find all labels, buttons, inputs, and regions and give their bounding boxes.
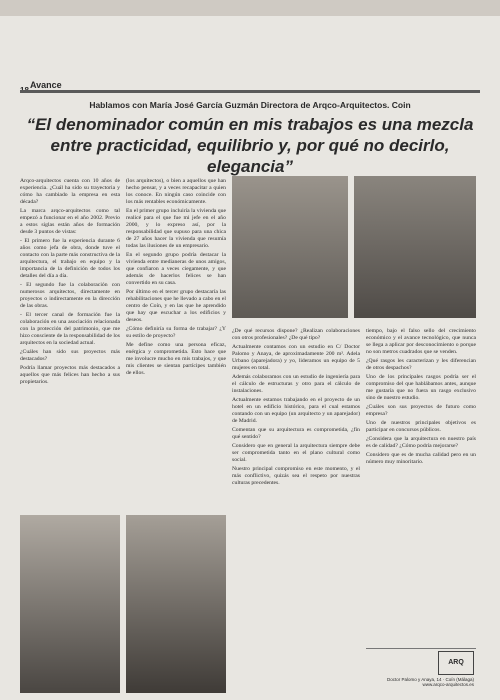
article-subtitle: Hablamos con María José García Guzmán Directora de Arqco-Arquitectos. Coin <box>89 100 411 110</box>
paragraph: ¿Considera que la arquitectura en nuestro país es de calidad? ¿Cómo podría mejorarse? <box>366 436 476 449</box>
company-ad <box>366 648 476 693</box>
paragraph: La marca arqco-arquitectos como tal empezó a funcionar en el año 2002. Previo a estos siglas están años de formación desde 3 puntos de vistas: <box>20 208 120 235</box>
paragraph: Uno de nuestros principales objetivos es participar en concursos públicos. <box>366 420 476 433</box>
paragraph: Uno de los principales rasgos podría ser el compromiso del que hablábamos antes, aunque me gustaría que no fuera un rasgo exclusivo sino de nuestro estudio. <box>366 374 476 401</box>
header-rule <box>20 90 480 93</box>
paragraph: Considero que es de mucha calidad pero en un número muy minoritario. <box>366 452 476 465</box>
paragraph: Arqco-arquitectos cuenta con 10 años de experiencia. ¿Cuál ha sido su trayectoria y cómo ha cambiado la empresa en esta década? <box>20 178 120 205</box>
paragraph: Actualmente estamos trabajando en el proyecto de un hotel en un edificio histórico, para el cual estamos contando con un equipo (un arquitecto y un aparejador) de Madrid. <box>232 397 360 424</box>
paragraph: - El tercer canal de formación fue la colaboración en una asociación relacionada con la protección del patrimonio, que me hizo consciente de la responsabilidad de los arquitectos en la sociedad actual. <box>20 312 120 346</box>
paragraph: En el primer grupo incluiría la vivienda que realicé para el que fue mi jefe en el año 2000, y lo expreso así, por la responsabilidad que supuso para una chica de 27 años hacer la vivienda que resumía todas las ilusiones de un empresario. <box>126 208 226 249</box>
paragraph: ¿Cómo definiría su forma de trabajar? ¿Y su estilo de proyecto? <box>126 326 226 339</box>
paragraph: Por último en el tercer grupo destacaría las rehabilitaciones que he llevado a cabo en el centro de Coín, y en las que he aprendido que hay que escuchar a los edificios y deseos. <box>126 289 226 323</box>
paragraph: ¿Qué rasgos les caracterizan y les diferencian de otros despachos? <box>366 358 476 371</box>
paragraph: Además colaboramos con un estudio de ingeniería para el cálculo de estructuras y otro para el cálculo de instalaciones. <box>232 374 360 394</box>
brand-title: Avance <box>30 80 62 90</box>
paragraph: ¿De qué recursos dispone? ¿Realizan colaboraciones con otros profesionales? ¿De qué tipo? <box>232 328 360 341</box>
photo-stairway <box>20 515 120 693</box>
paragraph: ¿Cuáles son sus proyectos de futuro como empresa? <box>366 404 476 417</box>
paragraph: Me define como una persona eficaz, enérgica y comprometida. Esto hace que me involucre mucho en mis trabajos, y que mis clientes se sientan partícipes también de ellos. <box>126 342 226 376</box>
photo-interview <box>232 176 348 318</box>
paragraph: Considero que en general la arquitectura siempre debe ser comprometida tanto en el plano cultural como social. <box>232 443 360 463</box>
company-address <box>387 677 474 687</box>
arqco-logo: ARQ <box>438 651 474 675</box>
paragraph: Podría llamar proyectos más destacados a aquellos que más felices han hecho a sus propietarios. <box>20 365 120 385</box>
text-column-2 <box>126 178 226 379</box>
top-bar <box>0 0 500 16</box>
paragraph: ¿Cuáles han sido sus proyectos más destacados? <box>20 349 120 362</box>
text-column-4 <box>366 328 476 468</box>
paragraph: tiempo, bajo el falso sello del crecimiento económico y el avance tecnológico, que nunca se llega a aplicar por desconocimiento o porque no son metros cuadrados que se venden. <box>366 328 476 355</box>
paragraph: Comentan que su arquitectura es comprometida, ¿fin qué sentido? <box>232 427 360 440</box>
text-column-1 <box>20 178 120 388</box>
website: www.arqco-arquitectos.es <box>422 682 474 687</box>
photo-doorway <box>126 515 226 693</box>
paragraph: - El primero fue la experiencia durante 6 años como jefa de obra, donde tuve el contacto con la parte más constructiva de la arquitectura, el trabajo en equipo y la importancia de la definición de todos los detalles del día a día. <box>20 238 120 279</box>
page-header <box>20 80 480 94</box>
photo-interior <box>354 176 476 318</box>
paragraph: En el segundo grupo podría destacar la vivienda entre medianeras de unos amigos, que confiaron a veces ciegamente, y que además de hacerlos felices se han convertido en su casa. <box>126 252 226 286</box>
text-column-3 <box>232 328 360 489</box>
article-quote: “El denominador común en mis trabajos es una mezcla entre practicidad, equilibrio y, por qué no decirlo, elegancia” <box>26 115 474 176</box>
paragraph: - El segundo fue la colaboración con numerosos arquitectos, directamente en proyectos o indirectamente en la dirección de las obras. <box>20 282 120 309</box>
address-line: Doctor Palomo y Anaya, 14 · Coín (Málaga) <box>386 677 474 682</box>
paragraph: Nuestro principal compromiso en este momento, y el más conflictivo, quizás sea el respeto por nuestras culturas precedentes. <box>232 466 360 486</box>
paragraph: (los arquitectos), o bien a aquellos que han hecho pensar, y a veces recapacitar a quien los conoce. En ningún caso coincide con los más rentables económicamente. <box>126 178 226 205</box>
paragraph: Actualmente contamos con un estudio en C/ Doctor Palomo y Anaya, de aproximadamente 200 m². Adela Urbano (aparejadora) y yo, lideramos un equipo de 5 mujeres en total. <box>232 344 360 371</box>
